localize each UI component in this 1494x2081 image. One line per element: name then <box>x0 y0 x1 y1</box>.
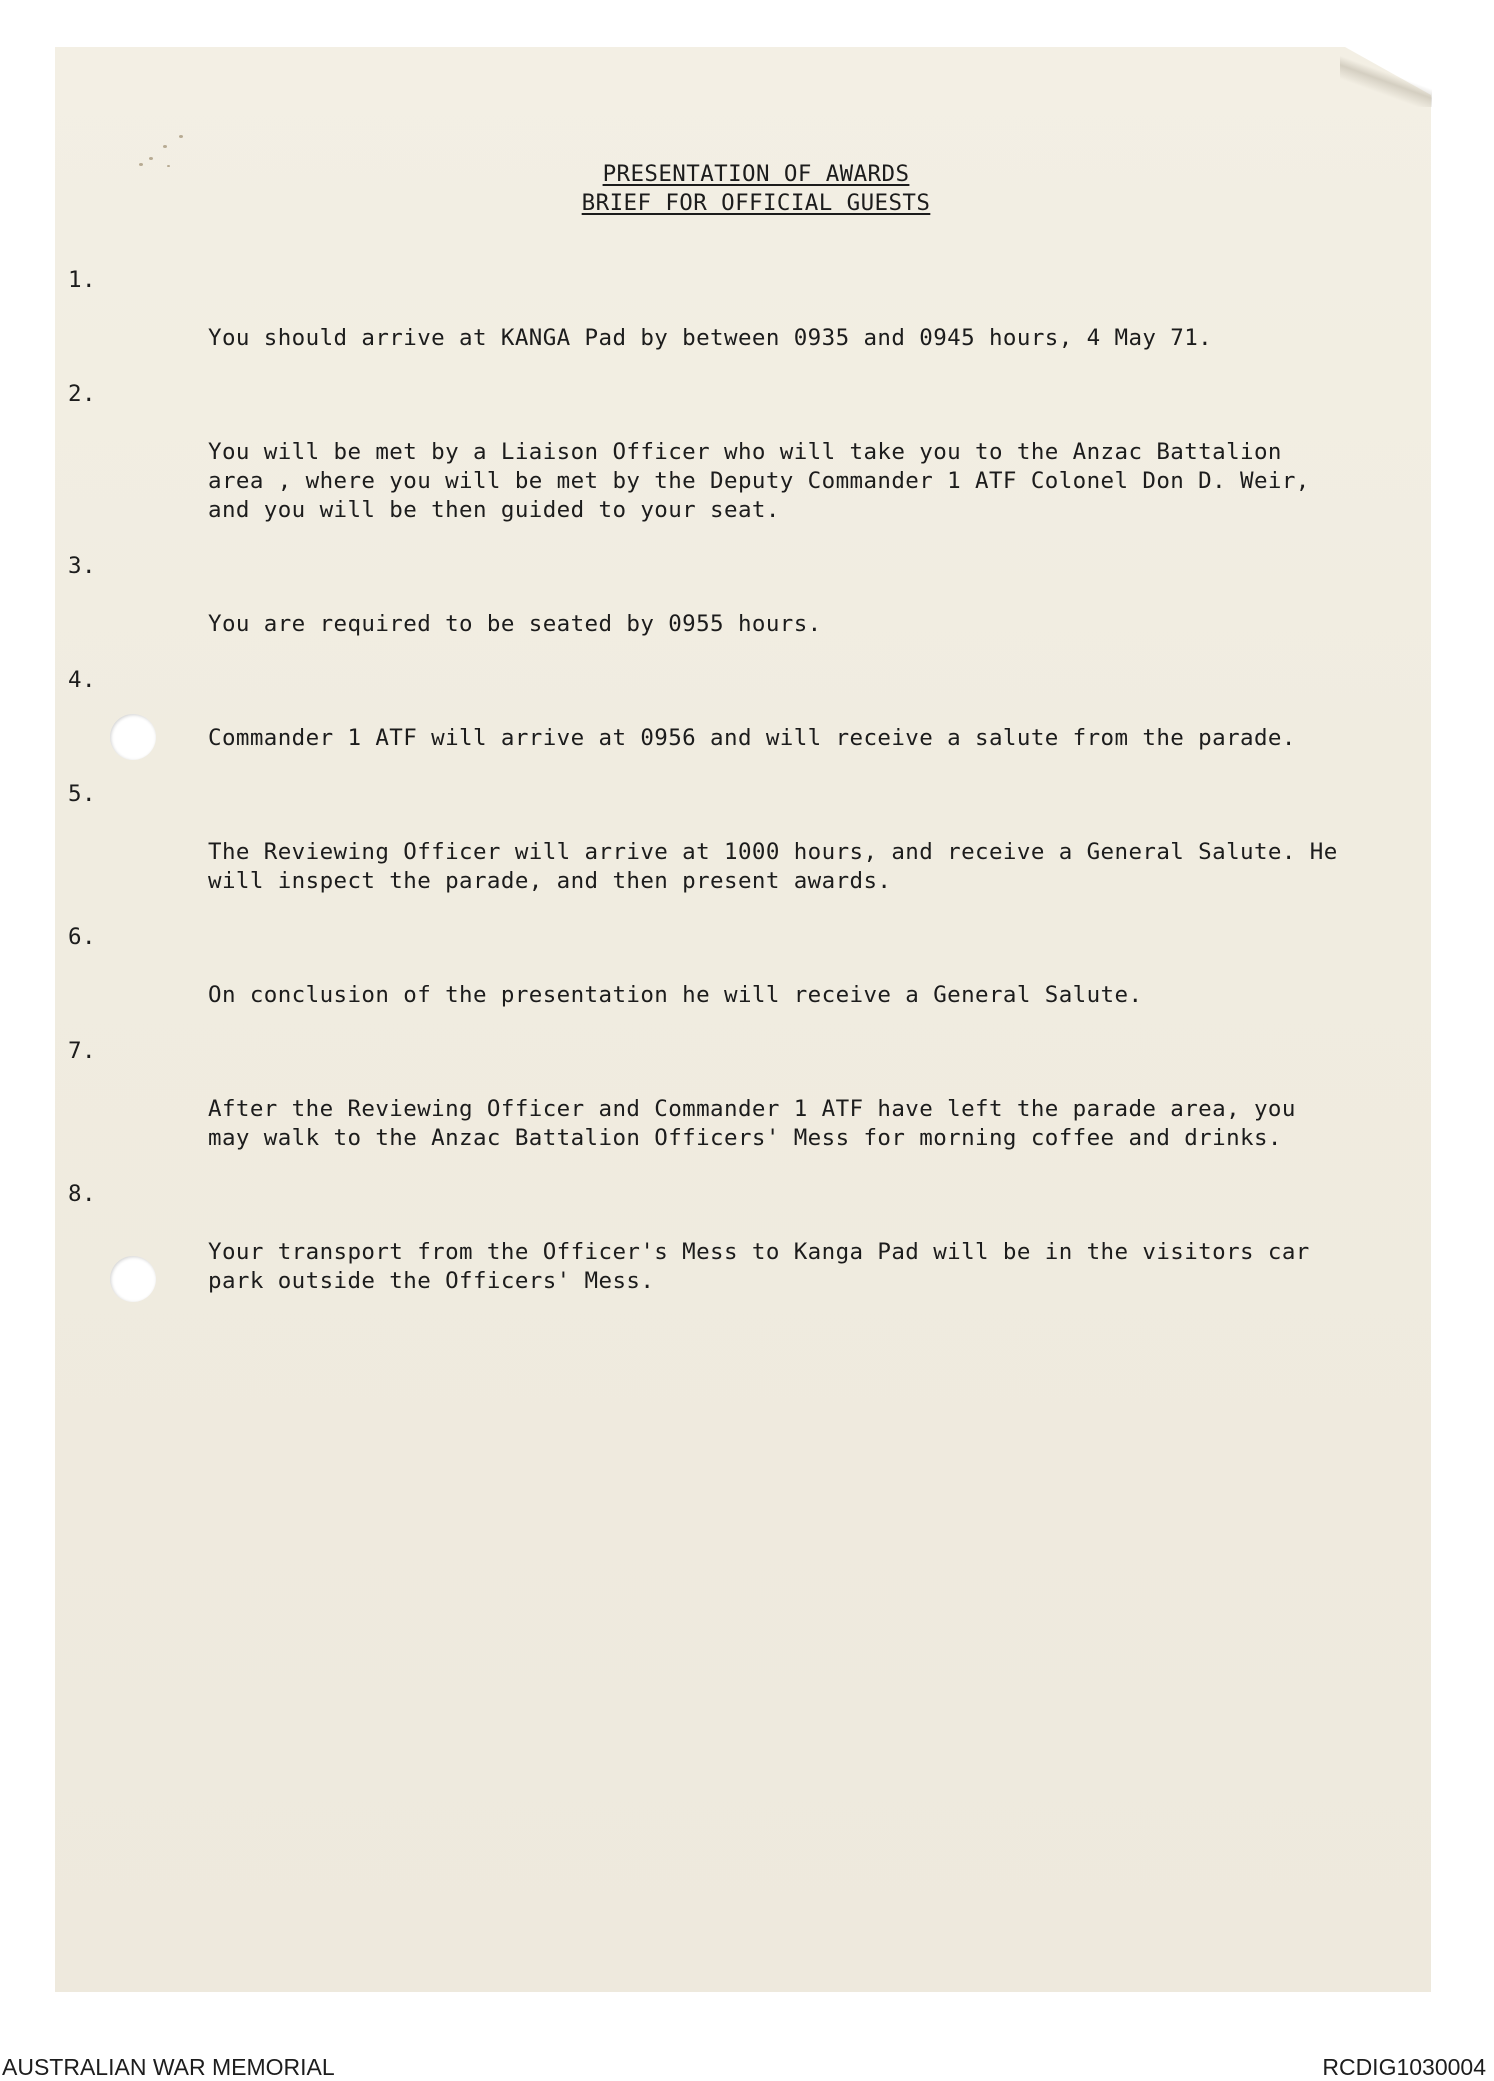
institution-label: AUSTRALIAN WAR MEMORIAL <box>2 2054 335 2080</box>
brief-item <box>68 266 1338 353</box>
document-heading <box>0 160 1494 218</box>
brief-item <box>68 780 1338 896</box>
heading-subtitle: BRIEF FOR OFFICIAL GUESTS <box>581 190 931 216</box>
item-text: Commander 1 ATF will arrive at 0956 and will receive a salute from the parade. <box>208 725 1296 751</box>
item-number: 7. <box>68 1038 96 1064</box>
item-number: 4. <box>68 667 96 693</box>
item-number: 5. <box>68 781 96 807</box>
item-text: On conclusion of the presentation he will receive a General Salute. <box>208 982 1143 1008</box>
brief-item <box>68 380 1338 525</box>
item-text: The Reviewing Officer will arrive at 1000 hours, and receive a General Salute. He will inspect the parade, and then present awards. <box>208 839 1338 894</box>
brief-item <box>68 666 1338 753</box>
archive-footer <box>0 2050 1494 2081</box>
reference-code: RCDIG1030004 <box>1322 2054 1486 2080</box>
item-number: 8. <box>68 1181 96 1207</box>
brief-item <box>68 923 1338 1010</box>
item-text: You are required to be seated by 0955 hours. <box>208 611 822 637</box>
brief-item <box>68 1180 1338 1296</box>
item-text: You should arrive at KANGA Pad by between 0935 and 0945 hours, 4 May 71. <box>208 325 1213 351</box>
item-number: 1. <box>68 267 96 293</box>
brief-items-list <box>68 266 1338 1323</box>
item-number: 6. <box>68 924 96 950</box>
item-number: 2. <box>68 381 96 407</box>
item-text: You will be met by a Liaison Officer who will take you to the Anzac Battalion area , where you will be met by the Deputy Commander 1 ATF Colonel Don D. Weir, and you will be then guided to your seat. <box>208 439 1310 523</box>
brief-item <box>68 552 1338 639</box>
heading-title: PRESENTATION OF AWARDS <box>602 161 910 187</box>
item-text: Your transport from the Officer's Mess to Kanga Pad will be in the visitors car park outside the Officers' Mess. <box>208 1239 1310 1294</box>
item-number: 3. <box>68 553 96 579</box>
punch-hole-top <box>110 714 156 760</box>
item-text: After the Reviewing Officer and Commander 1 ATF have left the parade area, you may walk to the Anzac Battalion Officers' Mess for morning coffee and drinks. <box>208 1096 1296 1151</box>
punch-hole-bottom <box>110 1256 156 1302</box>
brief-item <box>68 1037 1338 1153</box>
